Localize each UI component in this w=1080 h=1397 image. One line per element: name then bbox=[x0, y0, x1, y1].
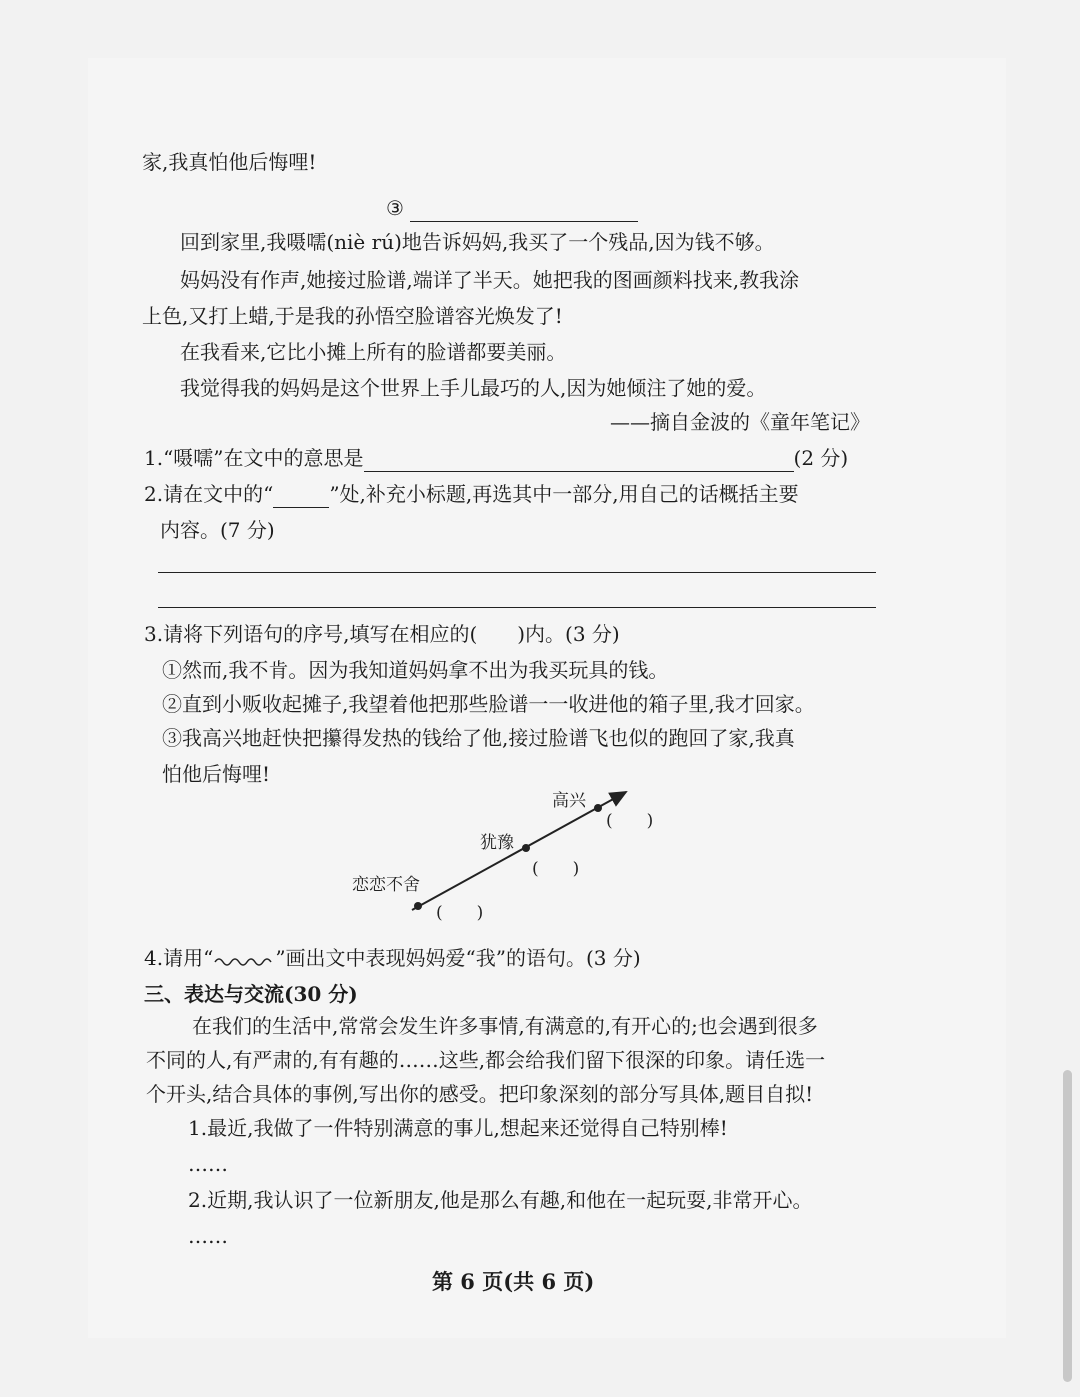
section-3-intro-b: 不同的人,有严肃的,有有趣的……这些,都会给我们留下很深的印象。请任选一 bbox=[146, 1048, 826, 1072]
point-low bbox=[414, 902, 422, 910]
question-1-text: 1.“嗫嚅”在文中的意思是 bbox=[144, 446, 364, 470]
question-4-text-b: ”画出文中表现妈妈爱“我”的语句。(3 分) bbox=[275, 946, 641, 970]
question-2 bbox=[144, 480, 799, 508]
subtitle-blank[interactable] bbox=[410, 201, 638, 222]
answer-line-1[interactable] bbox=[158, 572, 876, 573]
question-3-option-3a: ③我高兴地赶快把攥得发热的钱给了他,接过脸谱飞也似的跑回了家,我真 bbox=[162, 726, 795, 750]
question-3-option-3b: 怕他后悔哩! bbox=[162, 762, 271, 786]
question-3-option-1: ①然而,我不肯。因为我知道妈妈拿不出为我买玩具的钱。 bbox=[162, 658, 669, 682]
passage-paragraph-1: 回到家里,我嗫嚅(niè rú)地告诉妈妈,我买了一个残品,因为钱不够。 bbox=[180, 230, 775, 254]
section-3-heading: 三、表达与交流(30 分) bbox=[144, 982, 358, 1006]
emotion-arrow-line bbox=[412, 792, 626, 910]
paren-low[interactable]: ( ) bbox=[436, 903, 484, 923]
question-3: 3.请将下列语句的序号,填写在相应的( )内。(3 分) bbox=[144, 622, 620, 646]
passage-paragraph-4: 我觉得我的妈妈是这个世界上手儿最巧的人,因为她倾注了她的爱。 bbox=[180, 376, 767, 400]
question-2-cont: 内容。(7 分) bbox=[160, 518, 275, 542]
passage-paragraph-2b: 上色,又打上蜡,于是我的孙悟空脸谱容光焕发了! bbox=[142, 304, 563, 328]
writing-option-2-ellipsis: …… bbox=[188, 1224, 228, 1248]
writing-option-1-ellipsis: …… bbox=[188, 1152, 228, 1176]
passage-paragraph-2a: 妈妈没有作声,她接过脸谱,端详了半天。她把我的图画颜料找来,教我涂 bbox=[180, 268, 800, 292]
point-mid bbox=[522, 844, 530, 852]
paren-mid[interactable]: ( ) bbox=[532, 859, 580, 879]
answer-line-2[interactable] bbox=[158, 607, 876, 608]
question-2-text-a: 2.请在文中的“ bbox=[144, 482, 274, 506]
passage-paragraph-3: 在我看来,它比小摊上所有的脸谱都要美丽。 bbox=[180, 340, 567, 364]
point-top bbox=[594, 804, 602, 812]
question-2-inline-blank bbox=[273, 489, 329, 508]
question-4-text-a: 4.请用“ bbox=[144, 946, 214, 970]
scrollbar-thumb[interactable] bbox=[1063, 1070, 1072, 1382]
wavy-underline-icon bbox=[213, 953, 275, 967]
question-1 bbox=[144, 444, 848, 472]
question-4 bbox=[144, 944, 641, 972]
writing-option-2: 2.近期,我认识了一位新朋友,他是那么有趣,和他在一起玩耍,非常开心。 bbox=[188, 1188, 813, 1212]
section-3-subtitle bbox=[386, 194, 638, 222]
question-1-answer-blank[interactable] bbox=[364, 451, 794, 472]
section-3-intro-c: 个开头,结合具体的事例,写出你的感受。把印象深刻的部分写具体,题目自拟! bbox=[146, 1082, 814, 1106]
passage-line-1: 家,我真怕他后悔哩! bbox=[142, 150, 317, 174]
section-3-intro-a: 在我们的生活中,常常会发生许多事情,有满意的,有开心的;也会遇到很多 bbox=[192, 1014, 818, 1038]
question-1-score: (2 分) bbox=[793, 446, 849, 470]
page-number: 第 6 页(共 6 页) bbox=[432, 1269, 595, 1294]
label-low: 恋恋不舍 bbox=[352, 875, 420, 895]
emotion-line-diagram bbox=[340, 778, 660, 928]
question-2-text-b: ”处,补充小标题,再选其中一部分,用自己的话概括主要 bbox=[329, 482, 799, 506]
label-mid: 犹豫 bbox=[480, 833, 514, 853]
passage-source: ——摘自金波的《童年笔记》 bbox=[610, 410, 870, 434]
label-top: 高兴 bbox=[552, 791, 586, 811]
question-3-option-2: ②直到小贩收起摊子,我望着他把那些脸谱一一收进他的箱子里,我才回家。 bbox=[162, 692, 815, 716]
writing-option-1: 1.最近,我做了一件特别满意的事儿,想起来还觉得自己特别棒! bbox=[188, 1116, 728, 1140]
paren-top[interactable]: ( ) bbox=[606, 811, 654, 831]
section-3-marker: ③ bbox=[386, 196, 404, 220]
